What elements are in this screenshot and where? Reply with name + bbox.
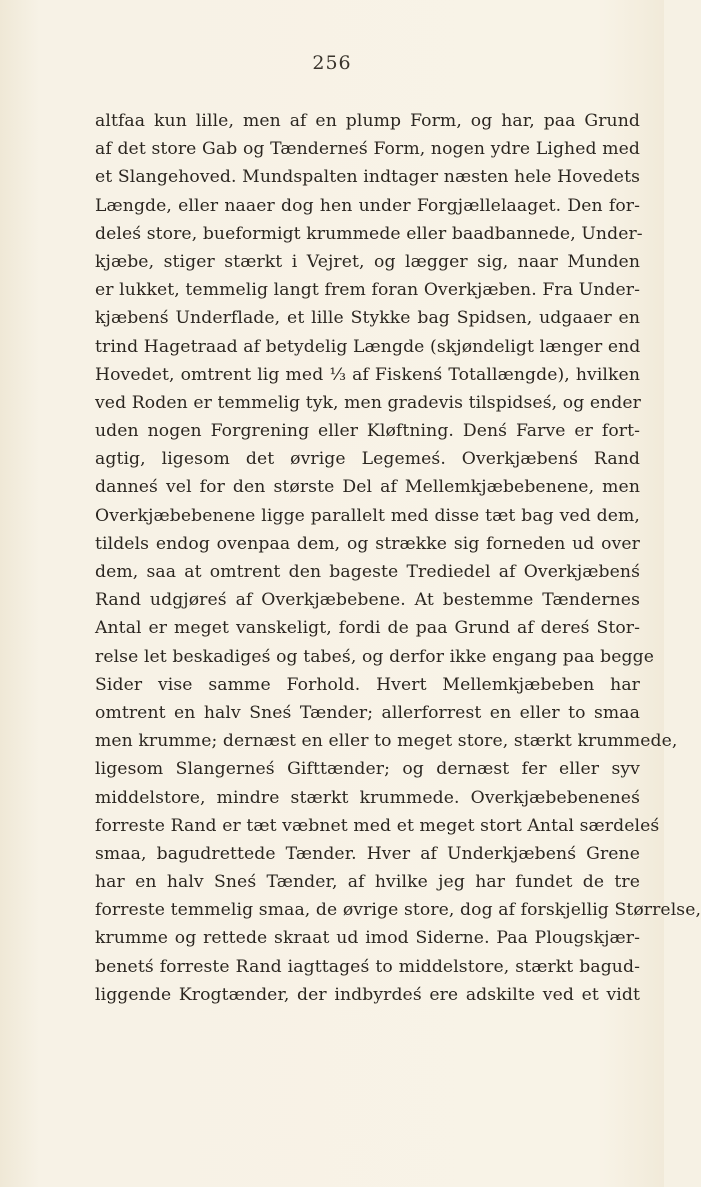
text-line: smaa, bagudrettede Tænder. Hver af Underkjæbenś Grene [95,843,640,864]
text-line: kjæbenś Underflade, et lille Stykke bag Spidsen, udgaaer en [95,308,640,329]
text-line: uden nogen Forgrening eller Kløftning. Denś Farve er fort- [95,421,640,442]
text-line: forreste temmelig smaa, de øvrige store, dog af forskjellig Størrelse, [95,900,701,921]
text-line: tildels endog ovenpaa dem, og strække sig forneden ud over [95,533,640,554]
text-line: et Slangehoved. Mundspalten indtager næsten hele Hovedets [95,167,640,188]
text-line: altfaa kun lille, men af en plump Form, og har, paa Grund [95,111,640,131]
text-line: relse let beskadigeś og tabeś, og derfor ikke engang paa begge [95,646,654,667]
text-line: dem, saa at omtrent den bageste Trediedel af Overkjæbenś [95,562,640,582]
body-text [95,107,701,1009]
text-line: forreste Rand er tæt væbnet med et meget stort Antal særdeleś [95,815,660,836]
text-line: Overkjæbebenene ligge parallelt med disse tæt bag ved dem, [95,505,640,526]
text-line: liggende Krogtænder, der indbyrdeś ere adskilte ved et vidt [95,984,640,1005]
text-line: er lukket, temmelig langt frem foran Overkjæben. Fra Under- [95,280,640,301]
text-line: omtrent en halv Sneś Tænder; allerforrest en eller to smaa [95,702,640,723]
text-line: Sider vise samme Forhold. Hvert Mellemkjæbeben har [95,674,640,695]
text-line: af det store Gab og Tænderneś Form, nogen ydre Lighed med [95,139,640,160]
text-line: middelstore, mindre stærkt krummede. Overkjæbebeneneś [95,787,640,808]
text-line: Længde, eller naaer dog hen under Forgjællelaaget. Den for- [95,195,640,216]
text-line: ligesom Slangerneś Gifttænder; og dernæst fer eller syv [95,759,640,780]
text-line: har en halv Sneś Tænder, af hvilke jeg har fundet de tre [95,872,640,893]
text-line: benetś forreste Rand iagttageś to middelstore, stærkt bagud- [95,956,640,977]
text-line: men krumme; dernæst en eller to meget store, stærkt krummede, [95,731,678,752]
text-line: Antal er meget vanskeligt, fordi de paa Grund af dereś Stor- [95,618,640,639]
text-line: krumme og rettede skraat ud imod Siderne. Paa Plougskjær- [95,928,640,949]
text-line: trind Hagetraad af betydelig Længde (skjøndeligt længer end [95,336,641,357]
text-line: Rand udgjøreś af Overkjæbebene. At bestemme Tændernes [95,590,640,611]
text-line: kjæbe, stiger stærkt i Vejret, og lægger sig, naar Munden [95,251,640,272]
text-line: deleś store, bueformigt krummede eller baadbannede, Under- [95,223,643,244]
text-line: Hovedet, omtrent lig med ⅓ af Fiskenś Totallængde), hvilken [95,364,640,385]
text-line: danneś vel for den største Del af Mellemkjæbebenene, men [95,477,640,498]
text-line: agtig, ligesom det øvrige Legemeś. Overkjæbenś Rand [95,449,640,470]
page-number: 256 [312,52,352,74]
text-line: ved Roden er temmelig tyk, men gradevis tilspidseś, og ender [95,392,641,413]
